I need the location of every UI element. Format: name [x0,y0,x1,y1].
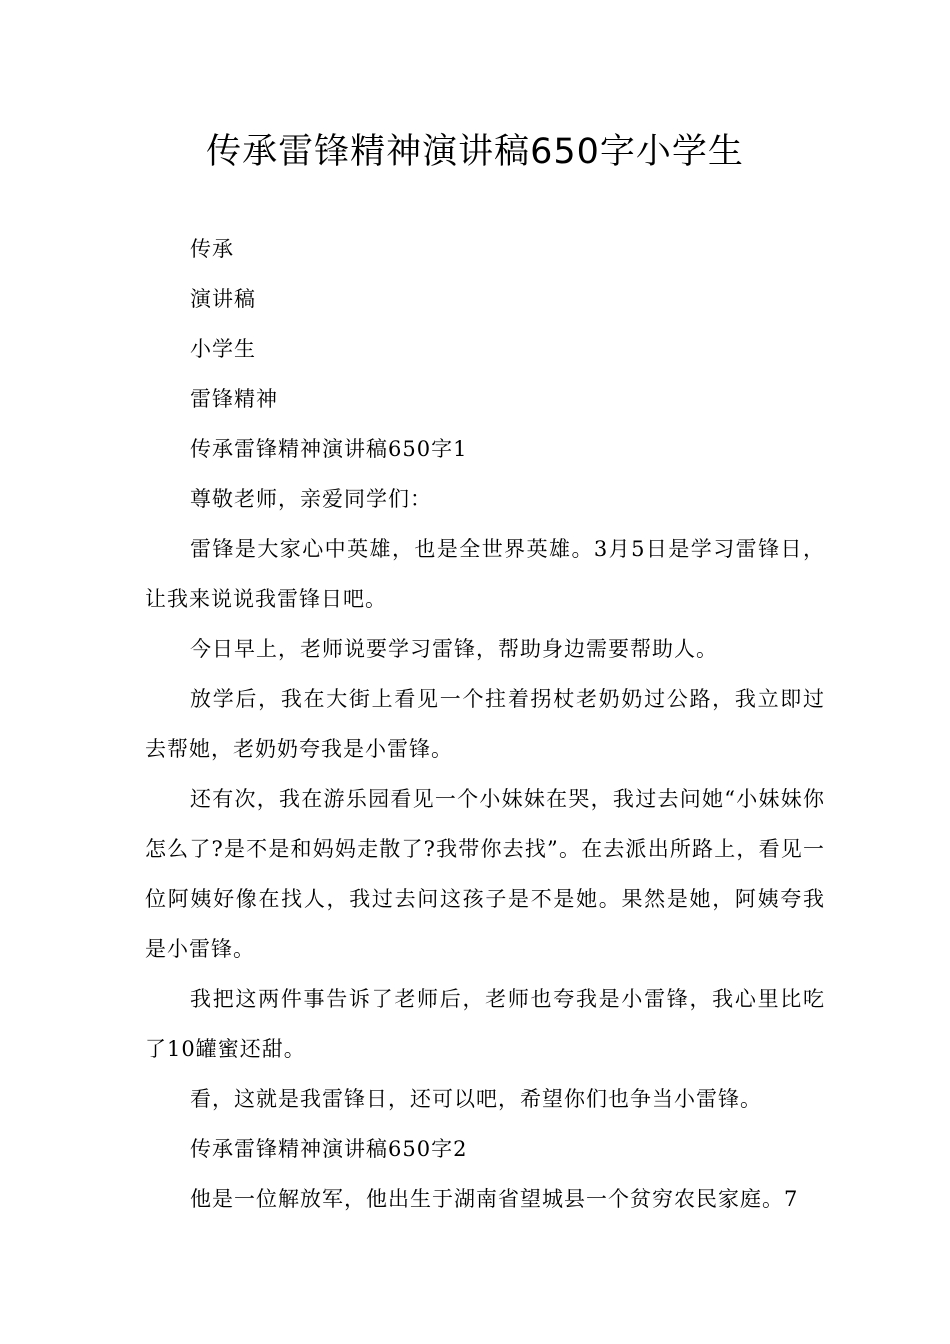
body-paragraph: 我把这两件事告诉了老师后，老师也夸我是小雷锋，我心里比吃了10罐蜜还甜。 [145,987,825,1061]
section-heading: 传承雷锋精神演讲稿650字1 [190,437,468,461]
body-paragraph: 还有次，我在游乐园看见一个小妹妹在哭，我过去问她“小妹妹你怎么了?是不是和妈妈走散了?我带你去找”。在去派出所路上，看见一位阿姨好像在找人，我过去问这孩子是不是她。果然是她，阿姨夸我是小雷锋。 [145,787,825,961]
body-paragraph: 看，这就是我雷锋日，还可以吧，希望你们也争当小雷锋。 [190,1087,762,1111]
section-heading: 传承雷锋精神演讲稿650字2 [190,1137,468,1161]
document-title: 传承雷锋精神演讲稿650字小学生 [206,132,744,172]
keyword-paragraph: 小学生 [190,337,256,361]
document-body [145,224,825,1224]
body-paragraph: 雷锋是大家心中英雄，也是全世界英雄。3月5日是学习雷锋日，让我来说说我雷锋日吧。 [145,537,825,611]
body-paragraph: 今日早上，老师说要学习雷锋，帮助身边需要帮助人。 [190,637,718,661]
body-paragraph: 他是一位解放军，他出生于湖南省望城县一个贫穷农民家庭。7 [190,1187,799,1211]
keyword-paragraph: 传承 [190,237,234,261]
keyword-paragraph: 演讲稿 [190,287,256,311]
body-paragraph: 放学后，我在大街上看见一个拄着拐杖老奶奶过公路，我立即过去帮她，老奶奶夸我是小雷锋。 [145,687,825,761]
keyword-paragraph: 雷锋精神 [190,387,278,411]
salutation-paragraph: 尊敬老师，亲爱同学们： [190,487,432,511]
